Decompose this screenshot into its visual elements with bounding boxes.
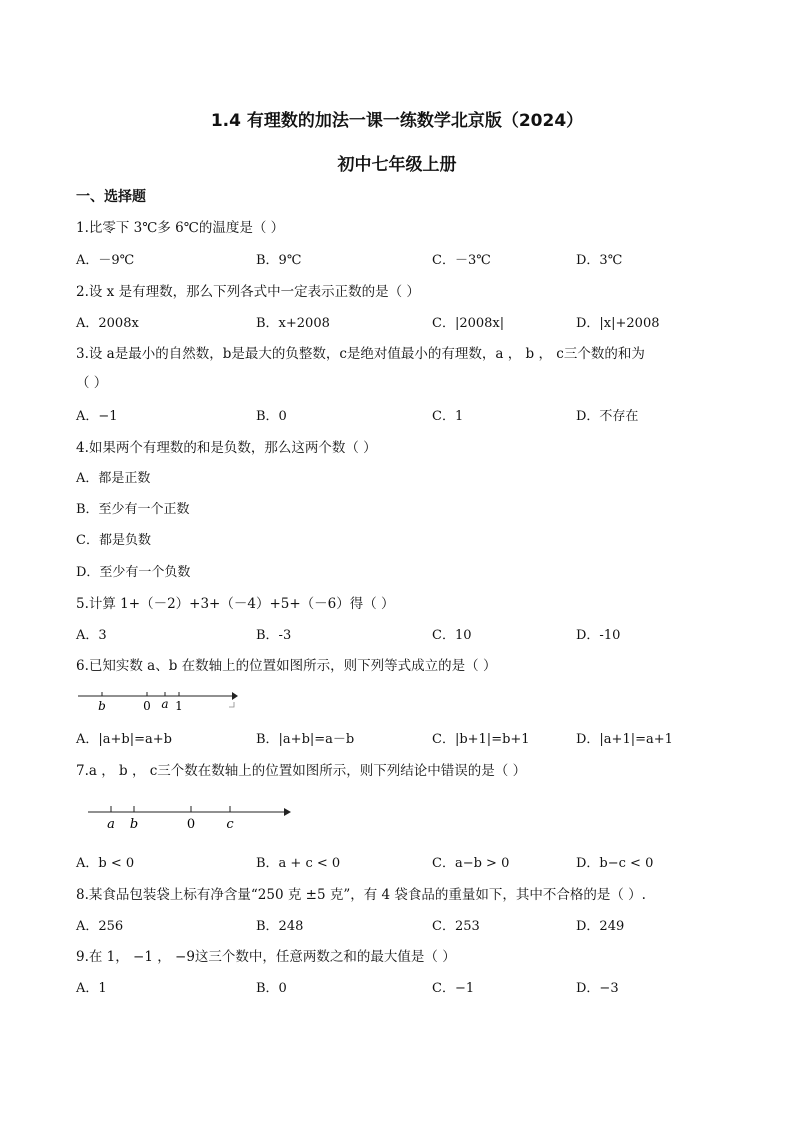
question-1-option-b: B．9℃ [256,253,302,268]
arrow-right-icon [284,808,291,816]
question-9-option-d: D．−3 [576,981,619,996]
question-4-option-b: B．至少有一个正数 [76,502,190,517]
number-line-figure-1 [76,686,246,716]
question-2-option-a: A．2008x [76,316,139,331]
question-7-option-d: D．b−c < 0 [576,856,654,871]
question-5-option-b: B．-3 [256,628,292,643]
figure-label: 1 [175,699,183,713]
number-line-figure-2 [86,800,296,832]
question-8-stem: 8.某食品包装袋上标有净含量“250 克 ±5 克”，有 4 袋食品的重量如下，其中不合格的是（ ）. [76,887,646,903]
question-2-option-b: B．x+2008 [256,316,330,331]
question-4-option-a: A．都是正数 [76,471,151,486]
question-6-option-c: C．|b+1|=b+1 [432,732,530,747]
arrow-right-icon [232,692,238,700]
figure-label: b [129,817,139,832]
document-subtitle: 初中七年级上册 [337,155,457,175]
question-8-option-b: B．248 [256,919,304,934]
question-6-stem: 6.已知实数 a、b 在数轴上的位置如图所示，则下列等式成立的是（ ） [76,658,497,674]
question-7-option-b: B．a + c < 0 [256,856,341,871]
question-1-option-c: C．－3℃ [432,253,491,268]
question-8-option-a: A．256 [76,919,124,934]
figure-label: a [107,817,115,832]
question-3-stem: 3.设 a是最小的自然数，b是最大的负整数，c是绝对值最小的有理数，a ， b ， c三个数的和为 [76,346,645,362]
question-4-option-d: D．至少有一个负数 [76,565,191,580]
question-3-stem-continued: （ ） [76,375,108,391]
section-heading: 一、选择题 [76,189,146,205]
figure-label: b [98,699,106,713]
figure-label: c [226,817,234,832]
question-9-option-b: B．0 [256,981,287,996]
question-6-option-d: D．|a+1|=a+1 [576,732,673,747]
question-2-option-c: C．|2008x| [432,316,505,331]
question-9-option-c: C．−1 [432,981,475,996]
question-1-option-d: D．3℃ [576,253,623,268]
document-title: 1.4 有理数的加法一课一练数学北京版（2024） [210,111,584,131]
question-4-stem: 4.如果两个有理数的和是负数，那么这两个数（ ） [76,440,377,456]
question-9-stem: 9.在 1， −1 ， −9这三个数中，任意两数之和的最大值是（ ） [76,949,456,965]
question-5-stem: 5.计算 1+（－2）+3+（－4）+5+（－6）得（ ） [76,596,395,612]
figure-label: a [161,697,169,711]
question-3-option-a: A．−1 [76,409,118,424]
question-8-option-c: C．253 [432,919,480,934]
question-7-option-a: A．b < 0 [76,856,135,871]
return-mark-icon [229,702,234,707]
question-3-option-d: D．不存在 [576,409,639,424]
question-3-option-b: B．0 [256,409,287,424]
question-9-option-a: A．1 [76,981,107,996]
figure-label: 0 [186,817,196,832]
question-5-option-c: C．10 [432,628,472,643]
question-8-option-d: D．249 [576,919,625,934]
question-2-option-d: D．|x|+2008 [576,316,660,331]
question-5-option-d: D．-10 [576,628,621,643]
question-7-option-c: C．a−b > 0 [432,856,510,871]
question-6-option-a: A．|a+b|=a+b [76,732,172,747]
question-3-option-c: C．1 [432,409,464,424]
question-1-stem: 1.比零下 3℃多 6℃的温度是（ ） [76,220,285,236]
question-6-option-b: B．|a+b|=a－b [256,732,355,747]
question-5-option-a: A．3 [76,628,107,643]
question-1-option-a: A．－9℃ [76,253,135,268]
figure-label: 0 [143,699,151,713]
question-2-stem: 2.设 x 是有理数，那么下列各式中一定表示正数的是（ ） [76,284,420,300]
question-7-stem: 7.a ， b ， c三个数在数轴上的位置如图所示，则下列结论中错误的是（ ） [76,763,527,779]
question-4-option-c: C．都是负数 [76,533,151,548]
